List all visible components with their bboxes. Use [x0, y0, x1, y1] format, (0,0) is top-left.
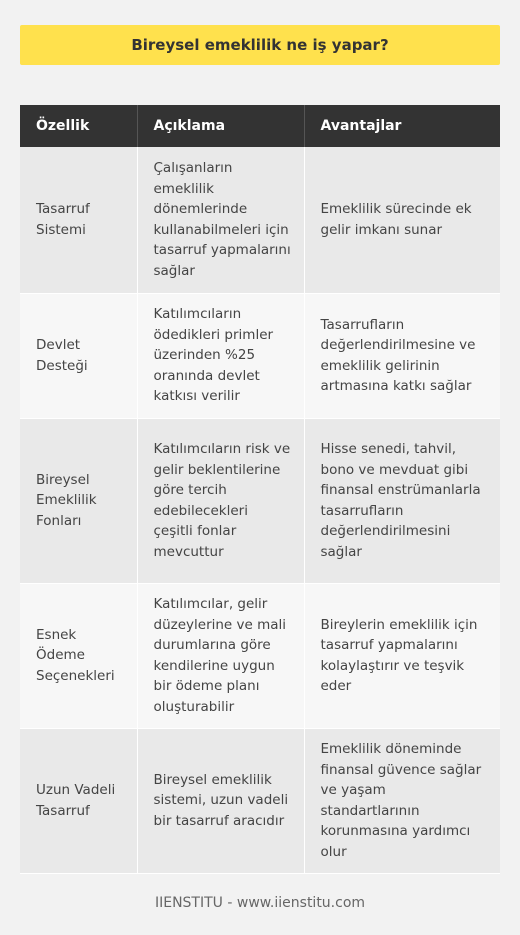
column-header-advantages: Avantajlar — [304, 105, 500, 147]
comparison-table — [20, 105, 500, 874]
description-cell: Çalışanların emeklilik dönemlerinde kullanabilmeleri için tasarruf yapmalarını sağlar — [137, 147, 304, 293]
table-row — [20, 728, 500, 873]
advantage-cell: Bireylerin emeklilik için tasarruf yapmalarını kolaylaştırır ve teşvik eder — [304, 583, 500, 728]
feature-cell: Devlet Desteği — [20, 293, 137, 418]
table-row — [20, 147, 500, 293]
feature-cell: Uzun Vadeli Tasarruf — [20, 728, 137, 873]
feature-cell: Bireysel Emeklilik Fonları — [20, 418, 137, 583]
column-header-description: Açıklama — [137, 105, 304, 147]
column-header-feature: Özellik — [20, 105, 137, 147]
advantage-cell: Emeklilik sürecinde ek gelir imkanı sunar — [304, 147, 500, 293]
table-row — [20, 583, 500, 728]
table-row — [20, 293, 500, 418]
description-cell: Katılımcıların ödedikleri primler üzerinden %25 oranında devlet katkısı verilir — [137, 293, 304, 418]
description-cell: Katılımcılar, gelir düzeylerine ve mali durumlarına göre kendilerine uygun bir ödeme planı oluşturabilir — [137, 583, 304, 728]
table-header-row — [20, 105, 500, 147]
description-cell: Bireysel emeklilik sistemi, uzun vadeli bir tasarruf aracıdır — [137, 728, 304, 873]
advantage-cell: Tasarrufların değerlendirilmesine ve emeklilik gelirinin artmasına katkı sağlar — [304, 293, 500, 418]
footer-credit: IIENSTITU - www.iienstitu.com — [154, 895, 366, 911]
feature-cell: Esnek Ödeme Seçenekleri — [20, 583, 137, 728]
advantage-cell: Hisse senedi, tahvil, bono ve mevduat gibi finansal enstrümanlarla tasarrufların değerlendirilmesini sağlar — [304, 418, 500, 583]
description-cell: Katılımcıların risk ve gelir beklentilerine göre tercih edebilecekleri çeşitli fonlar mevcuttur — [137, 418, 304, 583]
feature-cell: Tasarruf Sistemi — [20, 147, 137, 293]
page-title: Bireysel emeklilik ne iş yapar? — [20, 25, 500, 65]
advantage-cell: Emeklilik döneminde finansal güvence sağlar ve yaşam standartlarının korunmasına yardımcı olur — [304, 728, 500, 873]
table-row — [20, 418, 500, 583]
